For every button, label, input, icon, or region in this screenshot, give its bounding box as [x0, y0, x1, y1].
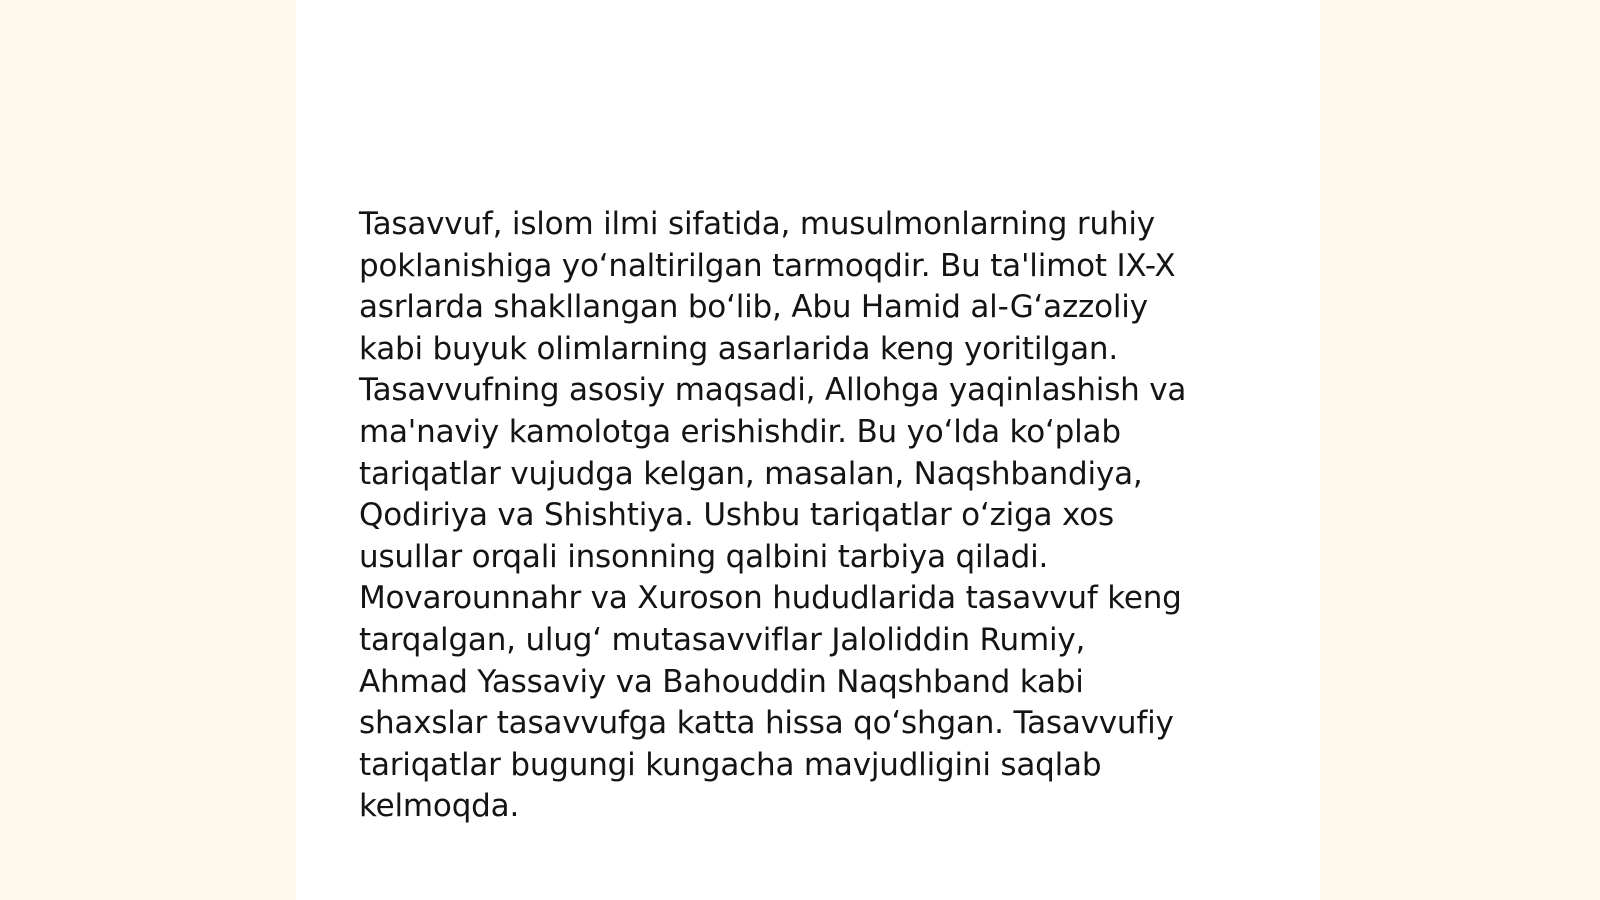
text-line: asrlarda shakllangan bo‘lib, Abu Hamid al-G‘azzoliy: [359, 289, 1148, 326]
text-line: Qodiriya va Shishtiya. Ushbu tariqatlar o‘ziga xos: [359, 497, 1114, 534]
text-line: ma'naviy kamolotga erishishdir. Bu yo‘lda ko‘plab: [359, 413, 1121, 450]
text-line: poklanishiga yo‘naltirilgan tarmoqdir. Bu ta'limot IX-X: [359, 247, 1176, 284]
text-line: kelmoqda.: [359, 788, 520, 825]
document-body-text: [359, 204, 1259, 828]
text-line: tariqatlar vujudga kelgan, masalan, Naqshbandiya,: [359, 455, 1143, 492]
text-line: Tasavvuf, islom ilmi sifatida, musulmonlarning ruhiy: [359, 206, 1155, 242]
text-line: Ahmad Yassaviy va Bahouddin Naqshband kabi: [359, 663, 1084, 700]
document-page: [296, 0, 1320, 900]
text-line: tarqalgan, ulug‘ mutasavviflar Jaloliddin Rumiy,: [359, 621, 1086, 658]
text-line: usullar orqali insonning qalbini tarbiya qiladi.: [359, 538, 1049, 575]
text-line: kabi buyuk olimlarning asarlarida keng yoritilgan.: [359, 330, 1119, 367]
text-line: shaxslar tasavvufga katta hissa qo‘shgan. Tasavvufiy: [359, 705, 1174, 742]
text-line: Tasavvufning asosiy maqsadi, Allohga yaqinlashish va: [359, 372, 1187, 409]
text-line: Movarounnahr va Xuroson hududlarida tasavvuf keng: [359, 580, 1182, 617]
text-line: tariqatlar bugungi kungacha mavjudligini saqlab: [359, 746, 1102, 783]
